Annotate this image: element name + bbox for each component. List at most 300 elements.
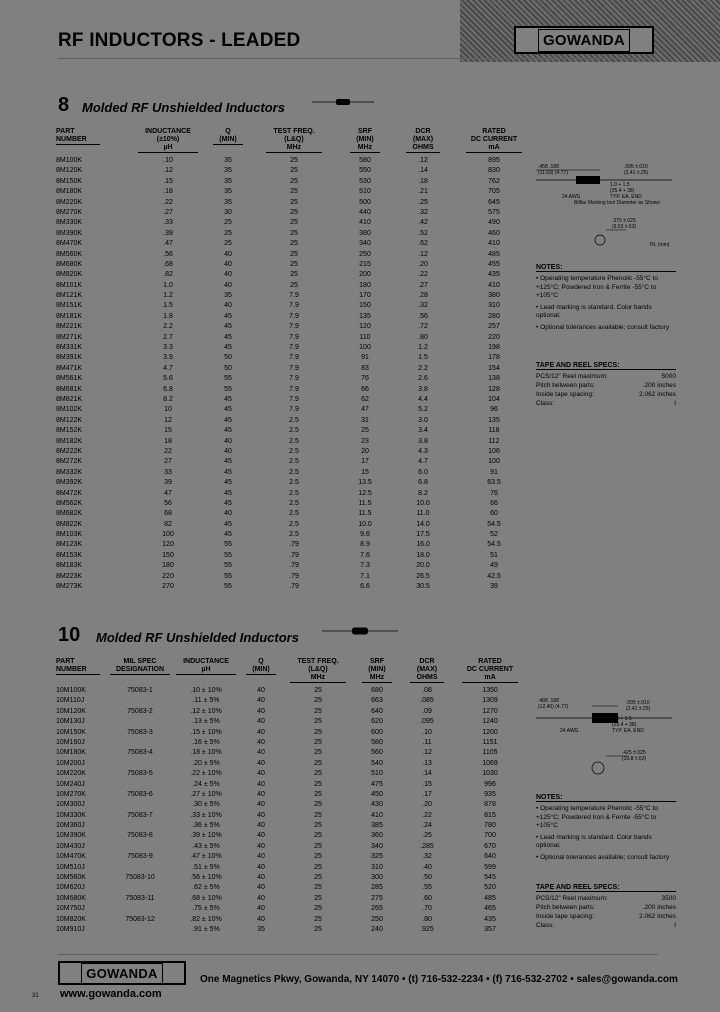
cell-test-freq: .79	[289, 562, 299, 570]
cell-inductance: .10 ± 10%	[190, 687, 222, 694]
cell-inductance: 27	[164, 458, 172, 466]
cell-srf: 250	[371, 915, 383, 923]
cell-dcr: .70	[422, 905, 432, 913]
table-row	[56, 811, 526, 821]
dim-label-8-f: (25.4 + 38)	[610, 188, 635, 194]
col-header-q: Q (MIN)	[213, 128, 243, 145]
cell-dc-current: 96	[490, 406, 498, 414]
cell-dcr: .56	[418, 312, 428, 320]
table-row	[56, 270, 526, 280]
cell-srf: 475	[371, 780, 383, 788]
cell-test-freq: .79	[289, 551, 299, 559]
cell-dcr: .27	[418, 281, 428, 289]
cell-part-number: 8M270K	[56, 208, 83, 216]
cell-dcr: 5.2	[418, 406, 428, 414]
cell-dc-current: 310	[488, 302, 500, 310]
table-row	[56, 873, 526, 883]
cell-dc-current: 42.5	[487, 572, 501, 580]
cell-dcr: 6.0	[418, 468, 428, 476]
cell-q: 45	[224, 479, 232, 487]
notes-heading: NOTES:	[536, 264, 676, 272]
col-header-test-freq: TEST FREQ. (L&Q) MHz	[266, 128, 322, 153]
footer-email-link[interactable]: sales@gowanda.com	[576, 974, 678, 985]
footer-address: One Magnetics Pkwy, Gowanda, NY 14070	[200, 974, 400, 985]
cell-dcr: .50	[422, 874, 432, 882]
table-row	[56, 863, 526, 873]
cell-dc-current: 700	[484, 832, 496, 840]
table-row	[56, 759, 526, 769]
table-row	[56, 540, 526, 550]
cell-inductance: 3.3	[163, 344, 173, 352]
dim-label-10-f: (25.4 + 38)	[612, 722, 637, 728]
cell-part-number: 8M182K	[56, 437, 83, 445]
col-header-current: RATED DC CURRENT mA	[466, 128, 522, 153]
cell-srf: 250	[359, 250, 371, 258]
cell-srf: 180	[359, 281, 371, 289]
cell-dcr: .285	[420, 842, 434, 850]
cell-inductance: .33	[163, 219, 173, 227]
cell-dcr: .09	[422, 707, 432, 715]
table-row	[56, 728, 526, 738]
cell-inductance: .75 ± 5%	[192, 905, 220, 913]
cell-inductance: 82	[164, 520, 172, 528]
cell-srf: 640	[371, 707, 383, 715]
cell-dcr: 20.0	[416, 562, 430, 570]
tape-spec-row: Inside tape spacing: 2.062 inches	[536, 913, 676, 920]
dim-label-10-g: TYP. EA. END	[612, 728, 644, 734]
cell-srf: 550	[359, 167, 371, 175]
cell-test-freq: 25	[314, 842, 322, 850]
cell-dc-current: 154	[488, 364, 500, 372]
col-header-srf: SRF (MIN) MHz	[362, 658, 392, 683]
cell-dc-current: 455	[488, 260, 500, 268]
cell-srf: 7.6	[360, 551, 370, 559]
cell-test-freq: 7.9	[289, 395, 299, 403]
cell-q: 45	[224, 531, 232, 539]
cell-test-freq: 7.9	[289, 302, 299, 310]
cell-inductance: .36 ± 5%	[192, 822, 220, 830]
col-header-inductance: INDUCTANCE µH	[176, 658, 236, 675]
cell-test-freq: 25	[314, 884, 322, 892]
cell-dc-current: 545	[484, 874, 496, 882]
dim-label-10-h: 24 AWG	[560, 728, 579, 734]
cell-inductance: 33	[164, 468, 172, 476]
cell-q: 55	[224, 541, 232, 549]
table-row	[56, 509, 526, 519]
table-row	[56, 738, 526, 748]
footer-website-link[interactable]: www.gowanda.com	[60, 988, 162, 1000]
cell-mil-spec: 75083-9	[127, 853, 153, 861]
table-row	[56, 790, 526, 800]
cell-q: 40	[257, 759, 265, 767]
cell-part-number: 10M510J	[56, 863, 85, 871]
cell-test-freq: 2.5	[289, 447, 299, 455]
cell-dcr: .22	[418, 271, 428, 279]
cell-srf: 500	[359, 198, 371, 206]
cell-srf: 62	[361, 395, 369, 403]
cell-q: 55	[224, 375, 232, 383]
cell-srf: 275	[371, 894, 383, 902]
cell-test-freq: 2.5	[289, 520, 299, 528]
cell-dcr: .42	[418, 219, 428, 227]
cell-srf: 15	[361, 468, 369, 476]
cell-test-freq: 25	[290, 157, 298, 164]
cell-dc-current: 485	[484, 894, 496, 902]
cell-srf: 285	[371, 884, 383, 892]
cell-test-freq: 7.9	[289, 385, 299, 393]
cell-test-freq: 7.9	[289, 312, 299, 320]
cell-part-number: 8M151K	[56, 302, 83, 310]
cell-test-freq: 25	[314, 894, 322, 902]
cell-q: 40	[257, 811, 265, 819]
cell-srf: 440	[359, 208, 371, 216]
table-row	[56, 904, 526, 914]
cell-part-number: 10M300J	[56, 801, 85, 809]
table-row	[56, 520, 526, 530]
cell-q: 40	[257, 915, 265, 923]
cell-dcr: .925	[420, 925, 434, 933]
cell-inductance: 2.2	[163, 323, 173, 331]
table-row	[56, 447, 526, 457]
table-row	[56, 416, 526, 426]
cell-dcr: .085	[420, 697, 434, 705]
cell-dc-current: 66	[490, 499, 498, 507]
cell-srf: 91	[361, 354, 369, 362]
cell-dc-current: 106	[488, 447, 500, 455]
cell-srf: 83	[361, 364, 369, 372]
cell-srf: 380	[359, 229, 371, 237]
cell-inductance: 270	[162, 583, 174, 591]
cell-mil-spec: 75083-6	[127, 790, 153, 798]
cell-dc-current: 280	[488, 312, 500, 320]
cell-inductance: .82 ± 10%	[190, 915, 222, 923]
note-item: • Operating temperature Phenolic -55°C to +125°C; Powdered Iron & Ferrite -55°C to +105°C	[536, 275, 658, 299]
cell-inductance: .15 ± 10%	[190, 728, 222, 736]
cell-q: 40	[257, 749, 265, 757]
cell-test-freq: 25	[314, 790, 322, 798]
cell-inductance: 15	[164, 427, 172, 435]
dim-label-10-c: .095 ±.010	[626, 700, 650, 706]
cell-test-freq: 25	[314, 718, 322, 726]
cell-mil-spec: 75083-12	[125, 915, 155, 923]
cell-part-number: 8M120K	[56, 167, 83, 175]
cell-srf: 265	[371, 905, 383, 913]
cell-q: 40	[257, 863, 265, 871]
cell-part-number: 10M430J	[56, 842, 85, 850]
cell-q: 40	[224, 250, 232, 258]
cell-q: 40	[257, 842, 265, 850]
cell-q: 40	[224, 447, 232, 455]
cell-test-freq: 2.5	[289, 458, 299, 466]
cell-inductance: 120	[162, 541, 174, 549]
table-row	[56, 769, 526, 779]
table-row	[56, 208, 526, 218]
cell-q: 40	[257, 718, 265, 726]
cell-q: 45	[224, 416, 232, 424]
cell-inductance: .16 ± 5%	[192, 738, 220, 746]
cell-inductance: 12	[164, 416, 172, 424]
cell-test-freq: 25	[314, 874, 322, 882]
section8-rows	[56, 156, 526, 592]
table-row	[56, 707, 526, 717]
table-row	[56, 831, 526, 841]
cell-test-freq: 25	[290, 208, 298, 216]
cell-test-freq: .79	[289, 541, 299, 549]
cell-part-number: 8M153K	[56, 551, 83, 559]
cell-q: 40	[224, 260, 232, 268]
cell-part-number: 8M330K	[56, 219, 83, 227]
table-row	[56, 489, 526, 499]
cell-inductance: .56	[163, 250, 173, 258]
table-row	[56, 915, 526, 925]
table-row	[56, 260, 526, 270]
cell-dc-current: 670	[484, 842, 496, 850]
footer-logo-text: GOWANDA	[81, 963, 162, 984]
cell-test-freq: 25	[314, 811, 322, 819]
cell-srf: 340	[371, 842, 383, 850]
cell-dc-current: 762	[488, 177, 500, 185]
cell-dc-current: 460	[488, 229, 500, 237]
cell-test-freq: 25	[314, 738, 322, 746]
cell-dcr: .32	[422, 853, 432, 861]
cell-test-freq: 2.5	[289, 531, 299, 539]
cell-dc-current: 599	[484, 863, 496, 871]
cell-q: 40	[257, 687, 265, 694]
cell-dcr: 3.8	[418, 437, 428, 445]
dim-label-8-e: 1.0 + 1.5	[610, 182, 630, 188]
cell-dc-current: 520	[484, 884, 496, 892]
cell-dc-current: 63.5	[487, 479, 501, 487]
table-row	[56, 780, 526, 790]
table-row	[56, 842, 526, 852]
cell-dcr: .22	[422, 811, 432, 819]
table-row	[56, 572, 526, 582]
cell-dcr: .17	[422, 790, 432, 798]
cell-part-number: 8M122K	[56, 416, 83, 424]
cell-dcr: .18	[418, 177, 428, 185]
cell-srf: 215	[359, 260, 371, 268]
cell-dcr: .08	[422, 687, 432, 694]
table-row	[56, 374, 526, 384]
cell-dc-current: 1105	[482, 749, 498, 757]
cell-part-number: 8M392K	[56, 479, 83, 487]
cell-q: 35	[224, 188, 232, 196]
cell-inductance: 220	[162, 572, 174, 580]
cell-srf: 430	[371, 801, 383, 809]
cell-mil-spec: 75083-8	[127, 832, 153, 840]
cell-dc-current: 1030	[482, 770, 498, 778]
cell-srf: 150	[359, 302, 371, 310]
table-row	[56, 166, 526, 176]
table-row	[56, 322, 526, 332]
cell-q: 25	[224, 240, 232, 248]
section10-number: 10	[58, 624, 81, 646]
cell-part-number: 10M820K	[56, 915, 86, 923]
cell-srf: 680	[371, 687, 383, 694]
cell-dcr: 10.0	[416, 499, 430, 507]
cell-part-number: 10M330K	[56, 811, 86, 819]
table-row	[56, 551, 526, 561]
col-header-q: Q (MIN)	[246, 658, 276, 675]
table-row	[56, 343, 526, 353]
table-row	[56, 437, 526, 447]
cell-q: 55	[224, 583, 232, 591]
cell-dc-current: 780	[484, 822, 496, 830]
dim-label-8-h: 24 AWG	[562, 194, 581, 200]
inductor-thumbnail-10	[322, 626, 398, 636]
cell-q: 35	[224, 167, 232, 175]
cell-dcr: .28	[418, 292, 428, 300]
cell-dc-current: 178	[488, 354, 500, 362]
cell-q: 45	[224, 520, 232, 528]
cell-dcr: .60	[422, 894, 432, 902]
cell-dcr: 17.5	[416, 531, 430, 539]
cell-dcr: 3.4	[418, 427, 428, 435]
cell-q: 40	[257, 905, 265, 913]
cell-srf: 12.5	[358, 489, 372, 497]
cell-part-number: 8M273K	[56, 583, 83, 591]
cell-q: 35	[224, 198, 232, 206]
cell-srf: 560	[371, 749, 383, 757]
table-row	[56, 530, 526, 540]
cell-part-number: 8M272K	[56, 458, 83, 466]
cell-q: 45	[224, 406, 232, 414]
cell-part-number: 8M222K	[56, 447, 83, 455]
cell-srf: 8.9	[360, 541, 370, 549]
cell-dcr: .24	[422, 822, 432, 830]
cell-part-number: 8M220K	[56, 198, 83, 206]
cell-inductance: 100	[162, 531, 174, 539]
tape-spec-row: Class: I	[536, 400, 676, 407]
table-row	[56, 457, 526, 467]
cell-srf: 510	[371, 770, 383, 778]
cell-q: 45	[224, 333, 232, 341]
cell-q: 55	[224, 385, 232, 393]
table-row	[56, 561, 526, 571]
cell-dc-current: 878	[484, 801, 496, 809]
cell-dcr: .80	[418, 333, 428, 341]
col-header-part: PART NUMBER	[56, 128, 100, 145]
cell-test-freq: 25	[314, 832, 322, 840]
cell-part-number: 8M561K	[56, 375, 83, 383]
cell-srf: 135	[359, 312, 371, 320]
cell-srf: 9.6	[360, 531, 370, 539]
table-row	[56, 364, 526, 374]
cell-inductance: .22 ± 10%	[190, 770, 222, 778]
cell-part-number: 10M180K	[56, 749, 86, 757]
dim-label-8-a: .458 .188	[538, 164, 559, 170]
cell-part-number: 8M681K	[56, 385, 83, 393]
dim-label-10-j: (10.8 ±.63)	[622, 756, 647, 762]
footer-separator: •	[401, 974, 406, 985]
cell-dcr: 4.7	[418, 458, 428, 466]
cell-srf: 66	[361, 385, 369, 393]
cell-part-number: 8M152K	[56, 427, 83, 435]
cell-dcr: .40	[422, 863, 432, 871]
cell-srf: 580	[359, 157, 371, 164]
cell-part-number: 10M470K	[56, 853, 86, 861]
cell-dcr: .10	[422, 728, 432, 736]
dim-label-8-g: TYP. EA. END	[610, 194, 642, 200]
cell-srf: 11.5	[358, 510, 372, 518]
cell-q: 55	[224, 551, 232, 559]
cell-test-freq: 7.9	[289, 406, 299, 414]
col-header-inductance: INDUCTANCE (±10%) µH	[138, 128, 198, 153]
cell-dcr: .62	[418, 240, 428, 248]
note-item: • Optional tolerances available; consult factory	[536, 323, 670, 331]
cell-q: 40	[257, 822, 265, 830]
cell-dcr: .32	[418, 208, 428, 216]
cell-dcr: 1.5	[418, 354, 428, 362]
cell-inductance: .24 ± 5%	[192, 780, 220, 788]
header-rule	[58, 58, 658, 59]
cell-part-number: 8M332K	[56, 468, 83, 476]
cell-q: 40	[257, 770, 265, 778]
cell-dc-current: 112	[488, 437, 500, 445]
cell-inductance: .10	[163, 157, 173, 164]
cell-dcr: 3.8	[418, 385, 428, 393]
cell-part-number: 10M130J	[56, 718, 85, 726]
cell-test-freq: 25	[290, 229, 298, 237]
dim-label-8-l: IN. (mm)	[650, 242, 670, 248]
table-row	[56, 499, 526, 509]
section8-table	[56, 128, 516, 618]
cell-dc-current: 895	[488, 157, 500, 164]
cell-inductance: .20 ± 5%	[192, 759, 220, 767]
cell-srf: 6.6	[360, 583, 370, 591]
cell-srf: 410	[359, 219, 371, 227]
tape-spec-row: Pitch between parts: .200 inches	[536, 382, 676, 389]
cell-part-number: 10M390K	[56, 832, 86, 840]
cell-dc-current: 76	[490, 489, 498, 497]
cell-q: 40	[257, 853, 265, 861]
cell-part-number: 10M200J	[56, 759, 85, 767]
cell-dcr: .13	[422, 759, 432, 767]
table-row	[56, 894, 526, 904]
dim-label-10-e: 1.0 + 1.5	[612, 716, 632, 722]
cell-test-freq: 25	[290, 167, 298, 175]
cell-inductance: 8.2	[163, 395, 173, 403]
cell-dc-current: 357	[484, 925, 496, 933]
cell-test-freq: 25	[314, 822, 322, 830]
cell-inductance: 47	[164, 489, 172, 497]
cell-test-freq: 25	[290, 177, 298, 185]
cell-part-number: 8M103K	[56, 531, 83, 539]
cell-srf: 530	[359, 177, 371, 185]
cell-test-freq: 25	[314, 780, 322, 788]
footer-rule	[58, 954, 658, 955]
cell-dc-current: 100	[488, 458, 500, 466]
cell-inductance: .27	[163, 208, 173, 216]
cell-srf: 25	[361, 427, 369, 435]
cell-dcr: .52	[418, 229, 428, 237]
table-row	[56, 925, 526, 935]
cell-q: 35	[257, 925, 265, 933]
cell-q: 35	[224, 177, 232, 185]
cell-srf: 340	[359, 240, 371, 248]
table-row	[56, 395, 526, 405]
cell-test-freq: 2.5	[289, 499, 299, 507]
cell-srf: 11.5	[358, 499, 372, 507]
cell-mil-spec: 75083-11	[125, 894, 155, 902]
tape-spec-row: PCS/12" Reel maximum: 3500	[536, 895, 676, 902]
cell-part-number: 8M121K	[56, 292, 83, 300]
cell-srf: 47	[361, 406, 369, 414]
cell-dc-current: 51	[490, 551, 498, 559]
tape-spec-row: Pitch between parts: .200 inches	[536, 904, 676, 911]
footer-separator: •	[570, 974, 574, 985]
cell-dc-current: 410	[488, 281, 500, 289]
